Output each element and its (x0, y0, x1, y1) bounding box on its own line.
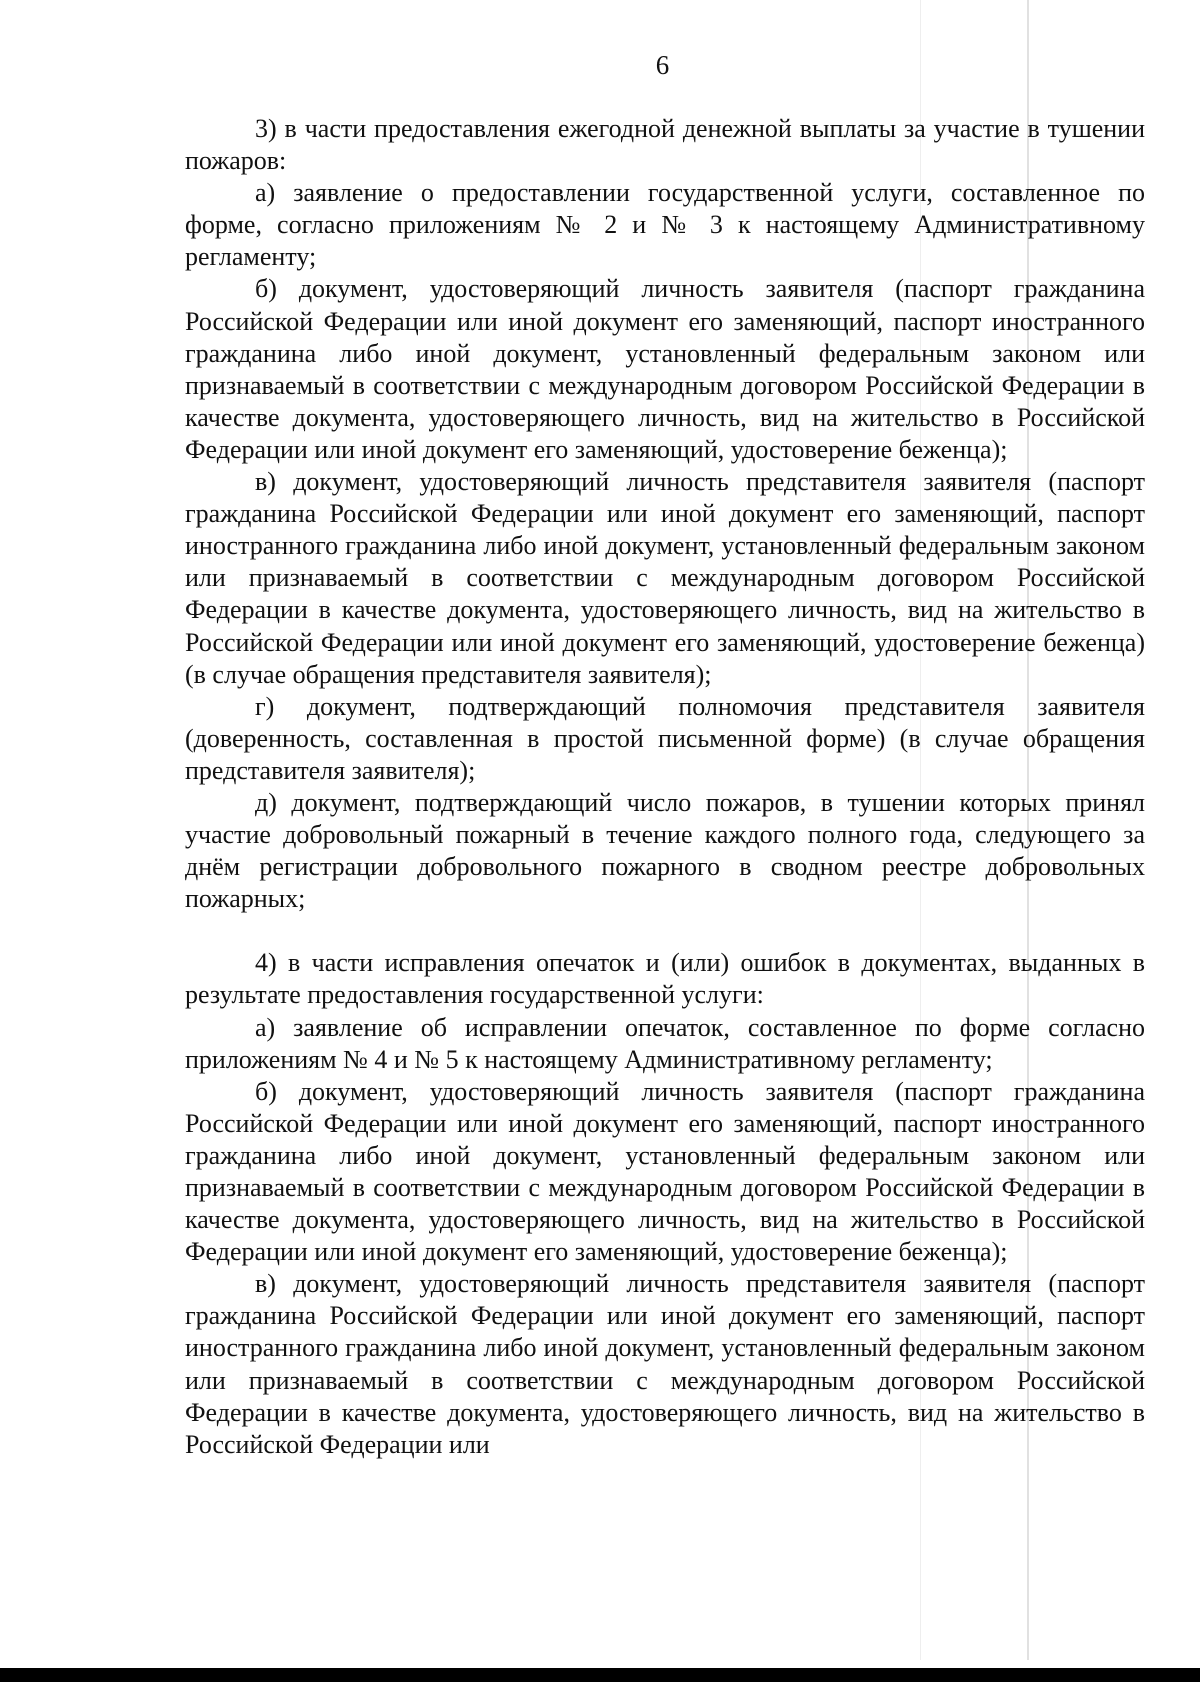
paragraph-3b: б) документ, удостоверяющий личность заявителя (паспорт гражданина Российской Федерации или иной документ его заменяющий, паспорт иностранного гражданина либо иной документ, установленный федеральным законом или признаваемый в соответствии с международным договором Российской Федерации в качестве документа, удостоверяющего личность, вид на жительство в Российской Федерации или иной документ его заменяющий, удостоверение беженца); (185, 274, 1145, 464)
paragraph-4a: а) заявление об исправлении опечаток, составленное по форме согласно приложениям № 4 и № 5 к настоящему Административному регламенту; (185, 1012, 1145, 1074)
paragraph-3a: а) заявление о предоставлении государственной услуги, составленное по форме, согласно приложениям № 2 и № 3 к настоящему Административному регламенту; (185, 178, 1145, 272)
paragraph-section-4: 4) в части исправления опечаток и (или) ошибок в документах, выданных в результате предоставления государственной услуги: (185, 948, 1145, 1010)
paragraph-3d: д) документ, подтверждающий число пожаров, в тушении которых принял участие добровольный пожарный в течение каждого полного года, следующего за днём регистрации добровольного пожарного в сводном реестре добровольных пожарных; (185, 787, 1145, 914)
scan-bottom-border (0, 1668, 1200, 1682)
paragraph-3v: в) документ, удостоверяющий личность представителя заявителя (паспорт гражданина Российской Федерации или иной документ его заменяющий, паспорт иностранного гражданина либо иной документ, установленный федеральным законом или признаваемый в соответствии с международным договором Российской Федерации в качестве документа, удостоверяющего личность, вид на жительство в Российской Федерации или иной документ его заменяющий, удостоверение беженца) (в случае обращения представителя заявителя); (185, 467, 1145, 689)
paragraph-section-3: 3) в части предоставления ежегодной денежной выплаты за участие в тушении пожаров: (185, 114, 1145, 176)
document-body (185, 113, 1145, 1461)
page-number: 6 (655, 50, 670, 80)
paragraph-3g: г) документ, подтверждающий полномочия представителя заявителя (доверенность, составленная в простой письменной форме) (в случае обращения представителя заявителя); (185, 691, 1145, 785)
paragraph-4v: в) документ, удостоверяющий личность представителя заявителя (паспорт гражданина Российской Федерации или иной документ его заменяющий, паспорт иностранного гражданина либо иной документ, установленный федеральным законом или признаваемый в соответствии с международным договором Российской Федерации в качестве документа, удостоверяющего личность, вид на жительство в Российской Федерации или (185, 1269, 1145, 1459)
paragraph-4b: б) документ, удостоверяющий личность заявителя (паспорт гражданина Российской Федерации или иной документ его заменяющий, паспорт иностранного гражданина либо иной документ, установленный федеральным законом или признаваемый в соответствии с международным договором Российской Федерации в качестве документа, удостоверяющего личность, вид на жительство в Российской Федерации или иной документ его заменяющий, удостоверение беженца); (185, 1076, 1145, 1267)
